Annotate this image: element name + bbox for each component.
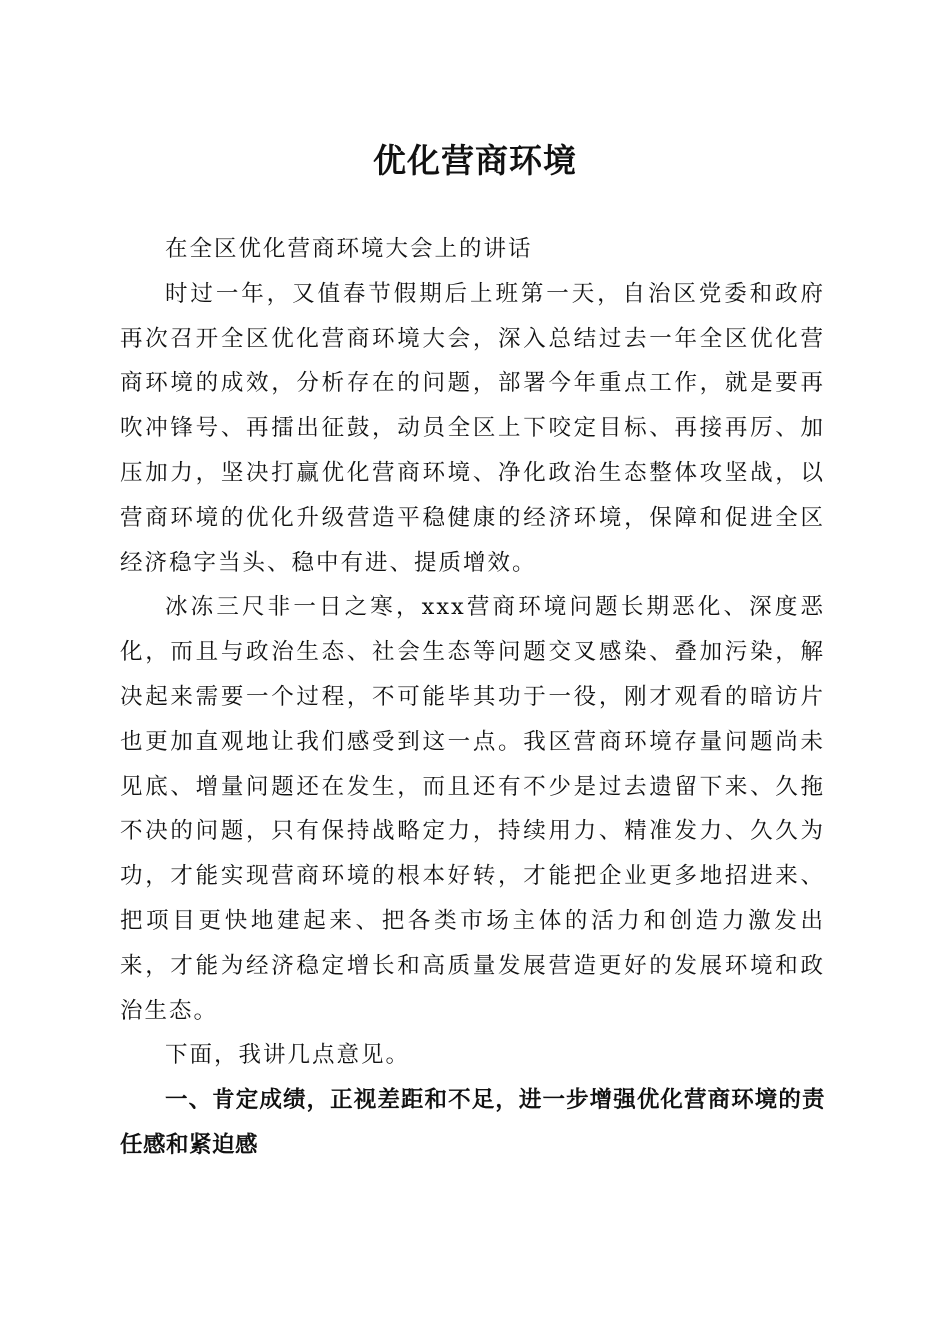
speech-subtitle: 在全区优化营商环境大会上的讲话 [165, 236, 533, 262]
document-body [120, 227, 825, 1168]
paragraph-problems: 冰冻三尺非一日之寒，xxx营商环境问题长期恶化、深度恶化，而且与政治生态、社会生态等问题交叉感染、叠加污染，解决起来需要一个过程，不可能毕其功于一役，刚才观看的暗访片也更加直观地让我们感受到这一点。我区营商环境存量问题尚未见底、增量问题还在发生，而且还有不少是过去遗留下来、久拖不决的问题，只有保持战略定力，持续用力、精准发力、久久为功，才能实现营商环境的根本好转，才能把企业更多地招进来、把项目更快地建起来、把各类市场主体的活力和创造力激发出来，才能为经济稳定增长和高质量发展营造更好的发展环境和政治生态。 [120, 594, 825, 1024]
paragraph-transition: 下面，我讲几点意见。 [165, 1042, 411, 1069]
document-title: 优化营商环境 [373, 141, 577, 180]
paragraph-intro: 时过一年，又值春节假期后上班第一天，自治区党委和政府再次召开全区优化营商环境大会，深入总结过去一年全区优化营商环境的成效，分析存在的问题，部署今年重点工作，就是要再吹冲锋号、再擂出征鼓，动员全区上下咬定目标、再接再厉、加压加力，坚决打赢优化营商环境、净化政治生态整体攻坚战，以营商环境的优化升级营造平稳健康的经济环境，保障和促进全区经济稳字当头、稳中有进、提质增效。 [120, 280, 825, 576]
section-heading-1: 一、肯定成绩，正视差距和不足，进一步增强优化营商环境的责任感和紧迫感 [120, 1087, 825, 1158]
